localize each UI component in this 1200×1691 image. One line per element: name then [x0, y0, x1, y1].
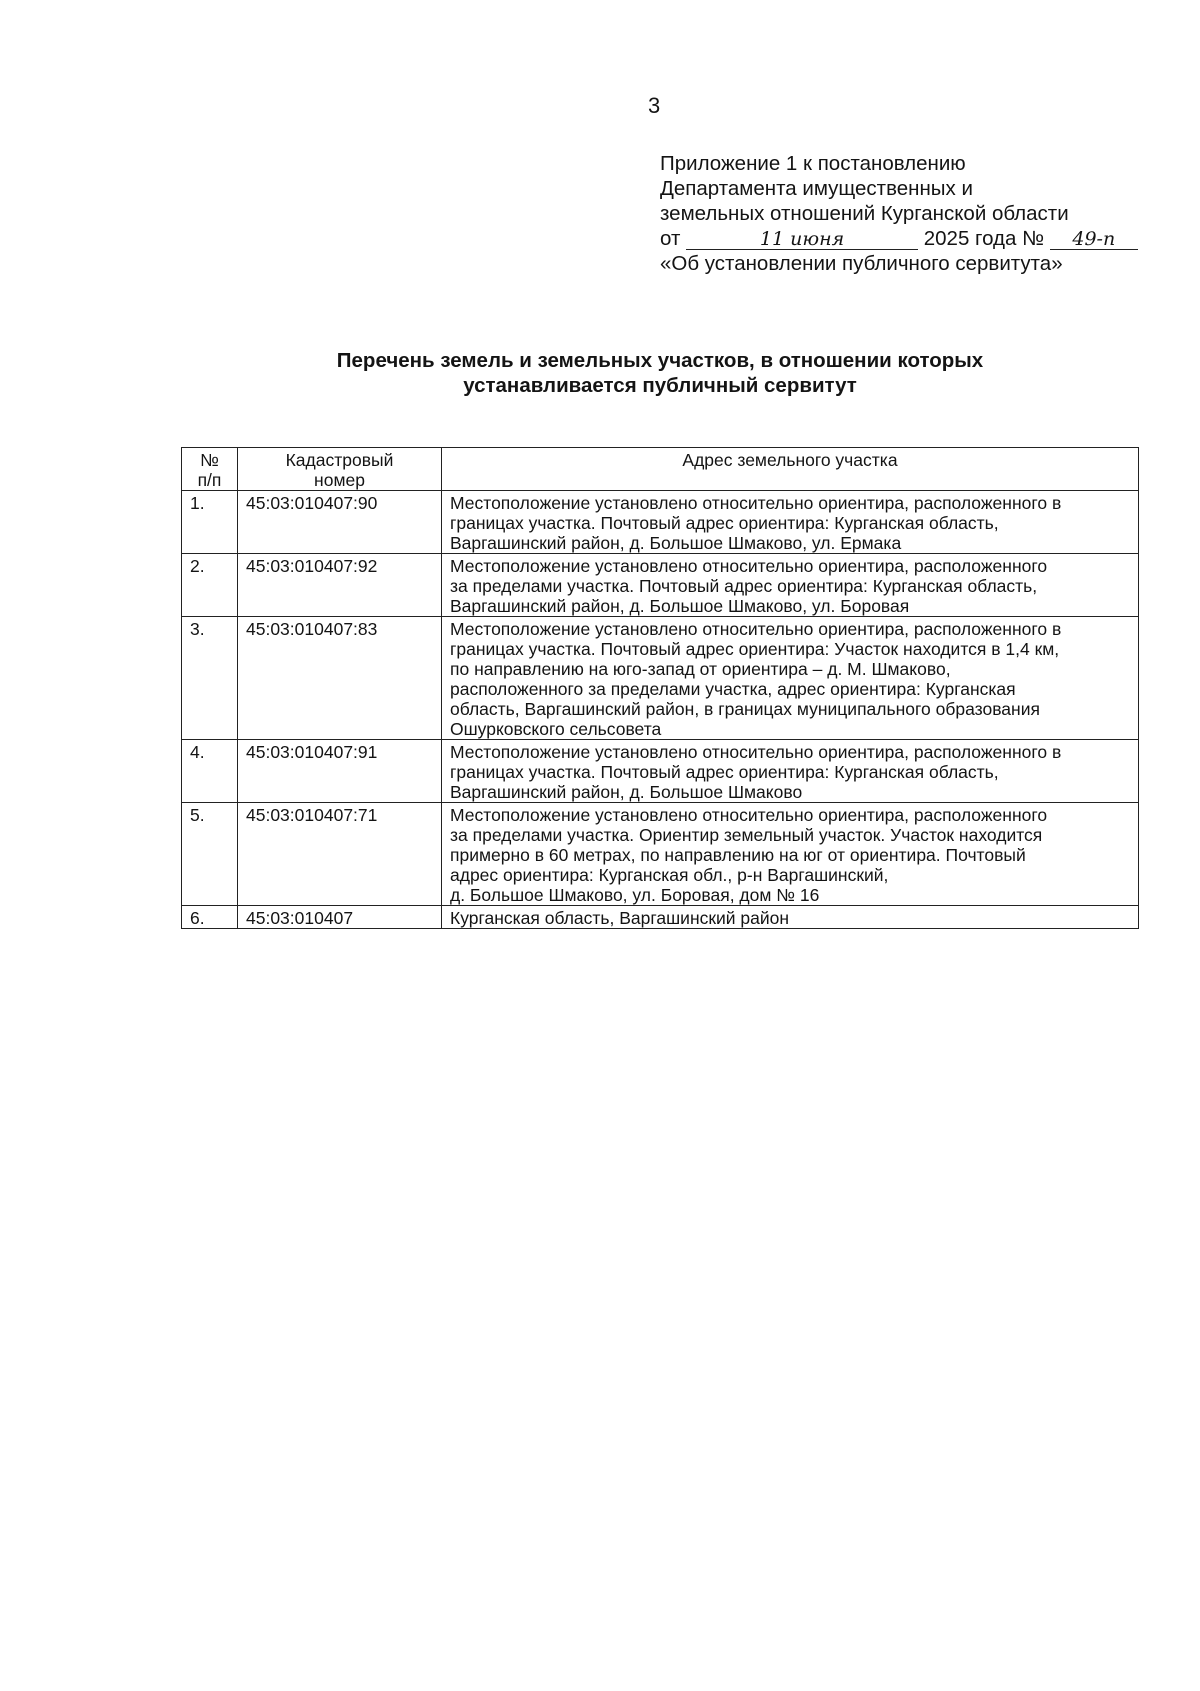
address-line: Ошурковского сельсовета — [450, 719, 662, 739]
header-cadastral-line-2: номер — [314, 470, 365, 490]
header-number — [182, 448, 238, 491]
address-line: Варгашинский район, д. Большое Шмаково, ул. Ермака — [450, 533, 902, 553]
address-line: за пределами участка. Почтовый адрес ориентира: Курганская область, — [450, 576, 1038, 596]
row-cadastral-number: 45:03:010407:91 — [238, 740, 442, 803]
row-number: 4. — [182, 740, 238, 803]
address-line: примерно в 60 метрах, по направлению на юг от ориентира. Почтовый — [450, 845, 1026, 865]
header-cadastral — [238, 448, 442, 491]
row-cadastral-number: 45:03:010407:83 — [238, 617, 442, 740]
table-header-row — [182, 448, 1139, 491]
row-number: 2. — [182, 554, 238, 617]
title-line-2: устанавливается публичный сервитут — [463, 374, 857, 397]
address-line: границах участка. Почтовый адрес ориентира: Участок находится в 1,4 км, — [450, 639, 1060, 659]
address-line: Местоположение установлено относительно ориентира, расположенного — [450, 556, 1048, 576]
table-row — [182, 906, 1139, 929]
title-line-1: Перечень земель и земельных участков, в отношении которых — [336, 349, 984, 372]
address-line: область, Варгашинский район, в границах муниципального образования — [450, 699, 1040, 719]
row-number: 1. — [182, 491, 238, 554]
handwritten-number: 49-п — [1050, 229, 1138, 250]
row-number: 5. — [182, 803, 238, 906]
table-row — [182, 554, 1139, 617]
row-address — [442, 491, 1139, 554]
row-address — [442, 906, 1139, 929]
address-line: границах участка. Почтовый адрес ориентира: Курганская область, — [450, 513, 999, 533]
row-number: 3. — [182, 617, 238, 740]
address-line: Местоположение установлено относительно ориентира, расположенного в — [450, 619, 1062, 639]
address-line: по направлению на юго-запад от ориентира – д. М. Шмаково, — [450, 659, 951, 679]
appendix-line-5: «Об установлении публичного сервитута» — [660, 252, 1063, 275]
page-number: 3 — [648, 93, 661, 118]
header-cadastral-line-1: Кадастровый — [285, 450, 394, 470]
document-title — [180, 348, 1140, 398]
table-row — [182, 491, 1139, 554]
header-address: Адрес земельного участка — [442, 448, 1139, 491]
table-row — [182, 617, 1139, 740]
address-line: Местоположение установлено относительно ориентира, расположенного в — [450, 493, 1062, 513]
row-cadastral-number: 45:03:010407:90 — [238, 491, 442, 554]
table-row — [182, 740, 1139, 803]
land-plots-table — [181, 447, 1139, 929]
header-number-line-2: п/п — [197, 470, 222, 490]
address-line: Варгашинский район, д. Большое Шмаково — [450, 782, 803, 802]
row-cadastral-number: 45:03:010407:71 — [238, 803, 442, 906]
row-address — [442, 554, 1139, 617]
address-line: адрес ориентира: Курганская обл., р-н Варгашинский, — [450, 865, 889, 885]
appendix-line-2: Департамента имущественных и — [660, 177, 973, 200]
address-line: границах участка. Почтовый адрес ориентира: Курганская область, — [450, 762, 999, 782]
address-line: Местоположение установлено относительно ориентира, расположенного — [450, 805, 1048, 825]
table-row — [182, 803, 1139, 906]
address-line: расположенного за пределами участка, адрес ориентира: Курганская — [450, 679, 1016, 699]
row-address — [442, 617, 1139, 740]
row-number: 6. — [182, 906, 238, 929]
appendix-line-1: Приложение 1 к постановлению — [660, 152, 966, 175]
appendix-block — [660, 151, 1138, 276]
address-line: Местоположение установлено относительно ориентира, расположенного в — [450, 742, 1062, 762]
handwritten-date: 11 июня — [686, 229, 918, 250]
row-cadastral-number: 45:03:010407:92 — [238, 554, 442, 617]
row-address — [442, 740, 1139, 803]
appendix-line-3: земельных отношений Курганской области — [660, 202, 1069, 225]
appendix-date-line — [660, 226, 1138, 251]
address-line: Курганская область, Варгашинский район — [450, 908, 790, 928]
header-number-line-1: № — [200, 450, 219, 470]
table-body — [182, 491, 1139, 929]
year-text: 2025 года № — [923, 227, 1045, 250]
row-address — [442, 803, 1139, 906]
address-line: д. Большое Шмаково, ул. Боровая, дом № 16 — [450, 885, 820, 905]
row-cadastral-number: 45:03:010407 — [238, 906, 442, 929]
address-line: за пределами участка. Ориентир земельный участок. Участок находится — [450, 825, 1043, 845]
date-prefix: от — [660, 227, 681, 250]
address-line: Варгашинский район, д. Большое Шмаково, ул. Боровая — [450, 596, 910, 616]
